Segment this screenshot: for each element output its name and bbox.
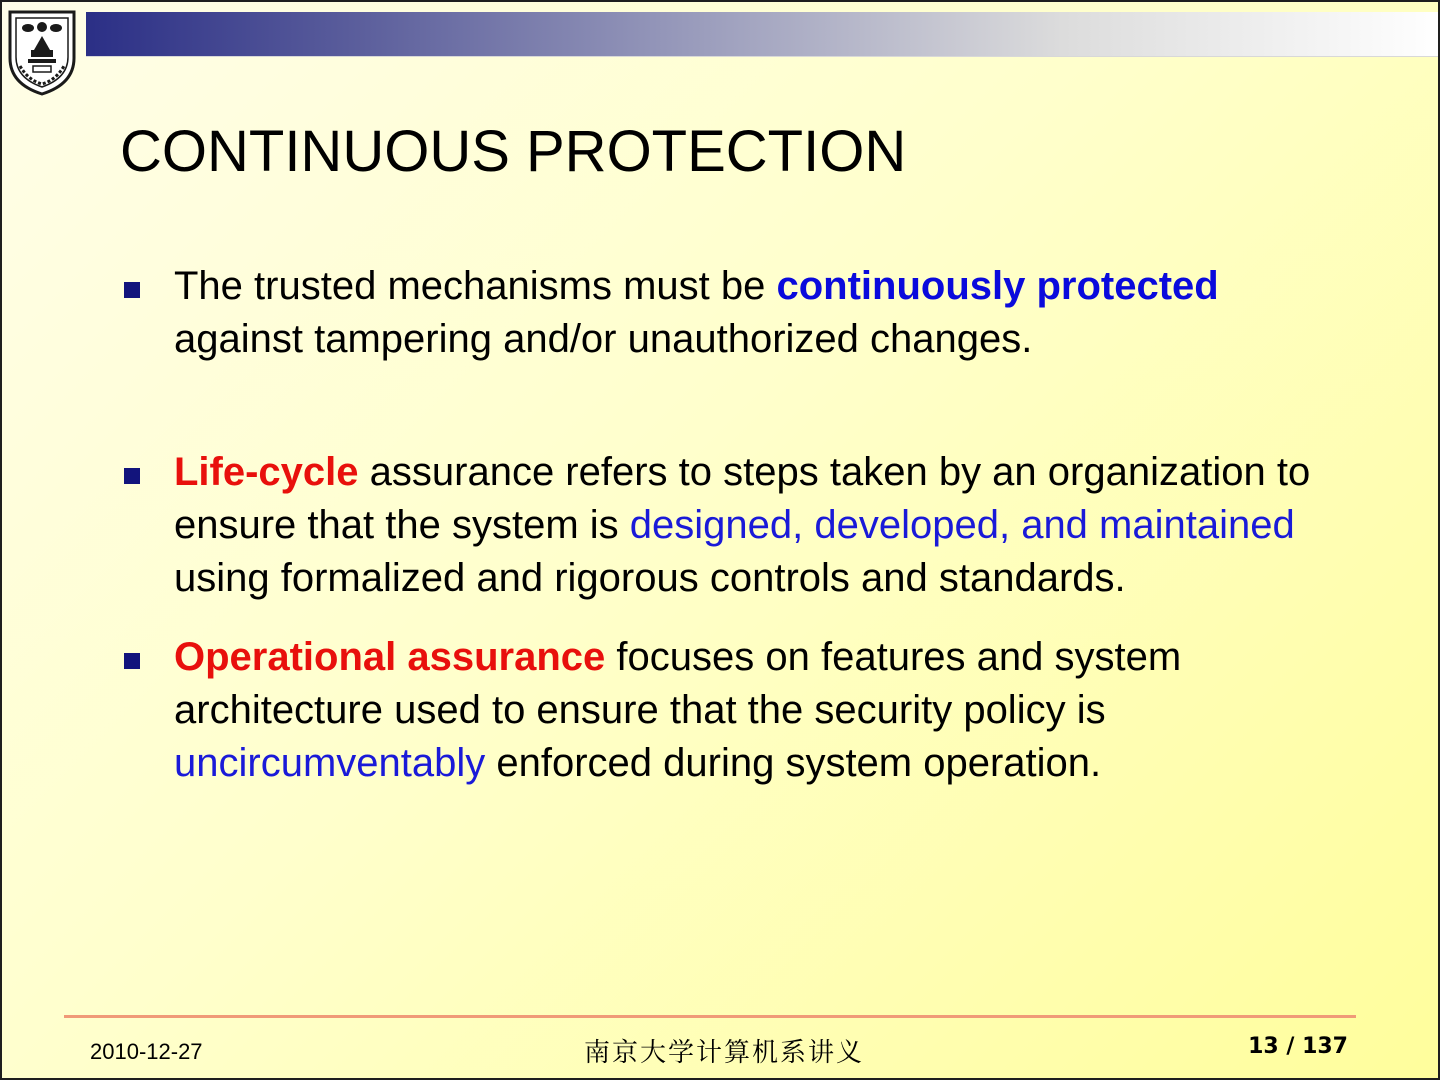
footer-divider xyxy=(64,1015,1356,1018)
bullet-text: The trusted mechanisms must be xyxy=(174,264,777,308)
bullet-text: assurance refers to steps taken by an organization to ensure that the system is xyxy=(174,450,1311,547)
bullet-text: against tampering and/or unauthorized changes. xyxy=(174,317,1033,361)
highlight-operational-assurance: Operational assurance xyxy=(174,635,606,679)
page-number: 13 / 137 xyxy=(1248,1034,1348,1059)
university-seal-icon xyxy=(4,4,80,98)
bullet-list xyxy=(122,260,1342,790)
footer-course-title: 南京大学计算机系讲义 xyxy=(584,1038,865,1068)
slide-title: CONTINUOUS PROTECTION xyxy=(120,119,907,184)
bullet-text: using formalized and rigorous controls and standards. xyxy=(174,556,1126,600)
bullet-item xyxy=(122,446,1342,605)
square-bullet-icon xyxy=(124,282,140,298)
highlight-uncircumventably: uncircumventably xyxy=(174,741,486,785)
header-gradient-bar xyxy=(86,12,1440,57)
bullet-item xyxy=(122,260,1342,366)
square-bullet-icon xyxy=(124,653,140,669)
square-bullet-icon xyxy=(124,468,140,484)
highlight-continuously-protected: continuously protected xyxy=(776,264,1219,308)
highlight-designed-developed-maintained: designed, developed, and maintained xyxy=(629,503,1295,547)
footer-date: 2010-12-27 xyxy=(90,1039,203,1064)
bullet-item xyxy=(122,631,1342,790)
highlight-life-cycle: Life-cycle xyxy=(174,450,359,494)
bullet-text: enforced during system operation. xyxy=(485,741,1102,785)
bullet-text: focuses on features and system architecture used to ensure that the security policy is xyxy=(174,635,1182,732)
